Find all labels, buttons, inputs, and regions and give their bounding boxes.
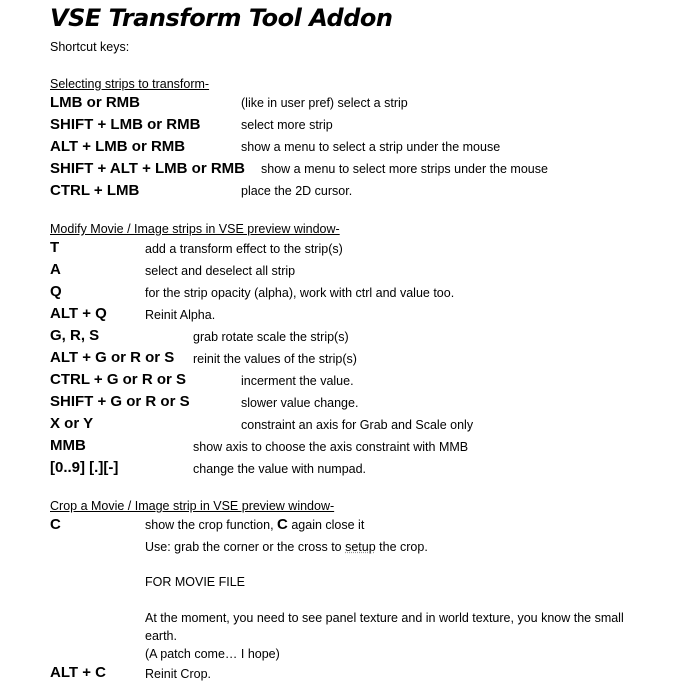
shortcut-desc: select and deselect all strip — [145, 264, 296, 278]
shortcut-key: LMB or RMB — [50, 94, 140, 111]
shortcut-key: SHIFT + LMB or RMB — [50, 116, 201, 133]
shortcut-key: G, R, S — [50, 327, 100, 344]
shortcut-desc: select more strip — [241, 118, 333, 132]
shortcut-desc: constraint an axis for Grab and Scale only — [241, 418, 474, 432]
shortcut-key: [0..9] [.][-] — [50, 459, 119, 476]
crop-usage-text: the crop. — [375, 540, 428, 554]
shortcut-desc: Reinit Alpha. — [145, 308, 216, 322]
shortcut-key: CTRL + LMB — [50, 182, 140, 199]
shortcut-desc: (like in user pref) select a strip — [241, 96, 408, 110]
movie-note-line: At the moment, you need to see panel texture and in world texture, you know the small — [145, 611, 624, 625]
shortcut-key: X or Y — [50, 415, 94, 432]
shortcut-key: SHIFT + ALT + LMB or RMB — [50, 160, 245, 177]
intro-text: Shortcut keys: — [50, 40, 130, 54]
shortcut-desc: for the strip opacity (alpha), work with ctrl and value too. — [145, 286, 455, 300]
shortcut-key: C — [50, 516, 61, 533]
shortcut-desc: change the value with numpad. — [193, 462, 367, 476]
crop-key-inline: C — [277, 516, 288, 533]
shortcut-key: Q — [50, 283, 62, 300]
shortcut-key: ALT + G or R or S — [50, 349, 175, 366]
section-heading-selecting: Selecting strips to transform- — [50, 77, 210, 91]
shortcut-desc: Reinit Crop. — [145, 667, 211, 681]
section-heading-crop: Crop a Movie / Image strip in VSE preview window- — [50, 499, 335, 513]
crop-desc — [145, 516, 364, 533]
section-heading-modify: Modify Movie / Image strips in VSE preview window- — [50, 222, 340, 236]
shortcut-key: ALT + C — [50, 664, 106, 681]
shortcut-desc: reinit the values of the strip(s) — [193, 352, 357, 366]
shortcut-key: SHIFT + G or R or S — [50, 393, 190, 410]
shortcut-key: CTRL + G or R or S — [50, 371, 186, 388]
shortcut-desc: place the 2D cursor. — [241, 184, 353, 198]
movie-note-line: earth. — [145, 629, 177, 643]
shortcut-key: T — [50, 239, 60, 256]
shortcut-desc: slower value change. — [241, 396, 359, 410]
page-title: VSE Transform Tool Addon — [50, 4, 393, 32]
crop-desc-text: show the crop function, — [145, 518, 278, 532]
shortcut-key: MMB — [50, 437, 86, 454]
shortcut-desc: show a menu to select a strip under the mouse — [241, 140, 501, 154]
crop-usage — [145, 540, 428, 554]
crop-usage-setup: setup — [345, 540, 376, 554]
shortcut-desc: add a transform effect to the strip(s) — [145, 242, 343, 256]
shortcut-desc: grab rotate scale the strip(s) — [193, 330, 349, 344]
crop-desc-text: again close it — [287, 518, 365, 532]
crop-usage-text: Use: grab the corner or the cross to — [145, 540, 346, 554]
shortcut-key: ALT + LMB or RMB — [50, 138, 186, 155]
shortcut-desc: show a menu to select more strips under the mouse — [261, 162, 548, 176]
shortcut-key: ALT + Q — [50, 305, 107, 322]
movie-file-label: FOR MOVIE FILE — [145, 575, 246, 589]
patch-note: (A patch come… I hope) — [145, 647, 280, 661]
shortcut-desc: show axis to choose the axis constraint with MMB — [193, 440, 469, 454]
shortcut-key: A — [50, 261, 61, 278]
shortcut-desc: incerment the value. — [241, 374, 354, 388]
